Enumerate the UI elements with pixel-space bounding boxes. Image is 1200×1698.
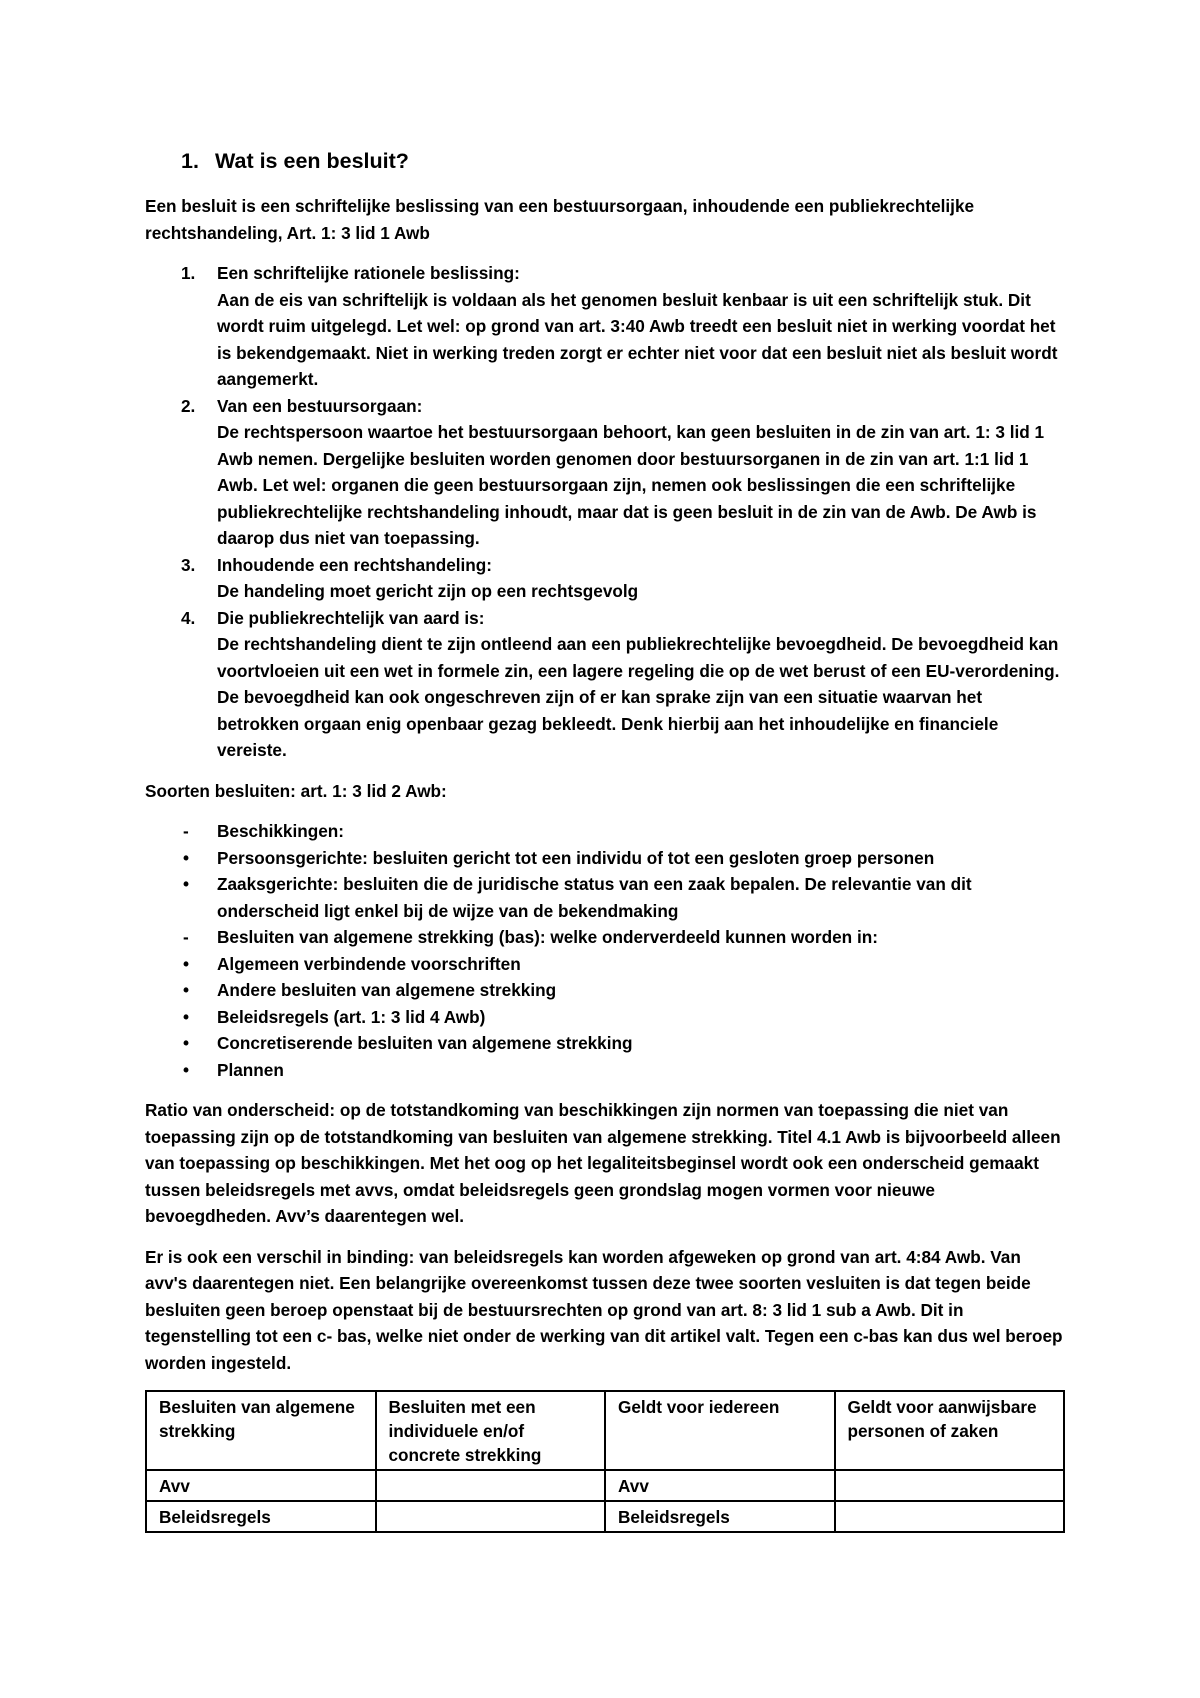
table-header-row [146,1391,1064,1470]
criteria-number: 3. [181,554,196,575]
table-cell: Avv [605,1470,835,1501]
types-item-text: Andere besluiten van algemene strekking [217,980,557,1000]
table-row [146,1501,1064,1532]
types-item-text: Zaaksgerichte: besluiten die de juridische status van een zaak bepalen. De relevantie van dit onderscheid ligt enkel bij de wijze van de bekendmaking [217,874,972,921]
table-cell [376,1501,606,1532]
ratio-paragraph: Ratio van onderscheid: op de totstandkoming van beschikkingen zijn normen van toepassing die niet van toepassing zijn op de totstandkoming van besluiten van algemene strekking. Titel 4.1 Awb is bijvoorbeeld alleen van toepassing op beschikkingen. Met het oog op het legaliteitsbeginsel wordt ook een onderscheid gemaakt tussen beleidsregels met avvs, omdat beleidsregels geen grondslag mogen vormen voor nieuwe bevoegdheden. Avv’s daarentegen wel. [145,1100,1061,1226]
table-header-cell: Geldt voor aanwijsbare personen of zaken [835,1391,1065,1470]
types-item [145,818,1065,845]
criteria-text: De rechtspersoon waartoe het bestuursorgaan behoort, kan geen besluiten in de zin van art. 1: 3 lid 1 Awb nemen. Dergelijke besluiten worden genomen door bestuursorganen in de zin van art. 1:1 lid 1 Awb. Let wel: organen die geen bestuursorgaan zijn, nemen ook beslissingen die een schriftelijke publiekrechtelijke rechtshandeling inhoudt, maar dat is geen besluit in de zin van de Awb. De Awb is daarop dus niet van toepassing. [217,422,1045,548]
table-cell [835,1470,1065,1501]
types-item [145,977,1065,1004]
types-item [145,1057,1065,1084]
types-item-text: Concretiserende besluiten van algemene strekking [217,1033,633,1053]
binding-paragraph: Er is ook een verschil in binding: van beleidsregels kan worden afgeweken op grond van art. 4:84 Awb. Van avv's daarentegen niet. Een belangrijke overeenkomst tussen deze twee soorten vesluiten is dat tegen beide besluiten geen beroep openstaat bij de bestuursrechten op grond van art. 8: 3 lid 1 sub a Awb. Dit in tegenstelling tot een c- bas, welke niet onder de werking van dit artikel valt. Tegen een c-bas kan dus wel beroep worden ingesteld. [145,1246,1063,1373]
intro-paragraph: Een besluit is een schriftelijke beslissing van een bestuursorgaan, inhoudende een publiekrechtelijke rechtshandeling, Art. 1: 3 lid 1 Awb [145,196,975,243]
list-marker: • [183,1059,190,1080]
table-cell: Avv [146,1470,376,1501]
types-item [145,924,1065,951]
table-header-cell: Geldt voor iedereen [605,1391,835,1470]
heading-title: Wat is een besluit? [215,149,409,173]
document-content [145,147,1065,1533]
criteria-title: Inhoudende een rechtshandeling: [217,554,493,575]
list-marker: • [183,953,190,974]
criteria-list [145,260,1065,764]
criteria-text: Aan de eis van schriftelijk is voldaan als het genomen besluit kenbaar is uit een schriftelijk stuk. Dit wordt ruim uitgelegd. Let wel: op grond van art. 3:40 Awb treedt een besluit niet in werking voordat het is bekendgemaakt. Niet in werking treden zorgt er echter niet voor dat een besluit niet als besluit wordt aangemerkt. [217,289,1058,389]
types-item-text: Plannen [217,1059,284,1080]
list-marker: • [183,1033,190,1053]
criteria-item [145,552,1065,605]
criteria-number: 1. [181,263,196,283]
criteria-title: Een schriftelijke rationele beslissing: [217,263,520,283]
criteria-title: Van een bestuursorgaan: [217,395,423,416]
criteria-number: 4. [181,607,196,628]
list-marker: - [183,927,189,947]
criteria-item [145,605,1065,764]
table-row [146,1470,1064,1501]
table-cell [835,1501,1065,1532]
types-item-text: Beleidsregels (art. 1: 3 lid 4 Awb) [217,1006,486,1027]
list-marker: • [183,847,190,868]
types-item-text: Persoonsgerichte: besluiten gericht tot een individu of tot een gesloten groep personen [217,847,935,868]
table-cell: Beleidsregels [605,1501,835,1532]
types-item [145,951,1065,978]
table-cell: Beleidsregels [146,1501,376,1532]
types-item [145,871,1065,924]
list-marker: • [183,874,190,894]
list-marker: • [183,1006,190,1027]
criteria-number: 2. [181,395,196,416]
types-item-text: Beschikkingen: [217,821,345,841]
heading-number: 1. [181,149,199,173]
types-heading: Soorten besluiten: art. 1: 3 lid 2 Awb: [145,780,447,801]
types-item [145,1030,1065,1057]
criteria-text: De handeling moet gericht zijn op een rechtsgevolg [217,581,639,601]
criteria-item [145,393,1065,552]
list-marker: - [183,821,189,841]
comparison-table [145,1390,1065,1533]
criteria-text: De rechtshandeling dient te zijn ontleend aan een publiekrechtelijke bevoegdheid. De bevoegdheid kan voortvloeien uit een wet in formele zin, een lagere regeling die op de wet berust of een EU-verordening. De bevoegdheid kan ook ongeschreven zijn of er kan sprake zijn van een situatie waarvan het betrokken orgaan enig openbaar gezag bekleedt. Denk hierbij aan het inhoudelijke en financiele vereiste. [217,634,1060,760]
types-item [145,845,1065,872]
criteria-title: Die publiekrechtelijk van aard is: [217,607,485,628]
table-header-cell: Besluiten met een individuele en/of concrete strekking [376,1391,606,1470]
table-cell [376,1470,606,1501]
types-item [145,1004,1065,1031]
types-item-text: Algemeen verbindende voorschriften [217,953,521,974]
criteria-item [145,260,1065,393]
list-marker: • [183,980,190,1000]
types-list [145,818,1065,1083]
types-item-text: Besluiten van algemene strekking (bas): welke onderverdeeld kunnen worden in: [217,927,878,947]
section-heading [145,147,1065,175]
table-header-cell: Besluiten van algemene strekking [146,1391,376,1470]
